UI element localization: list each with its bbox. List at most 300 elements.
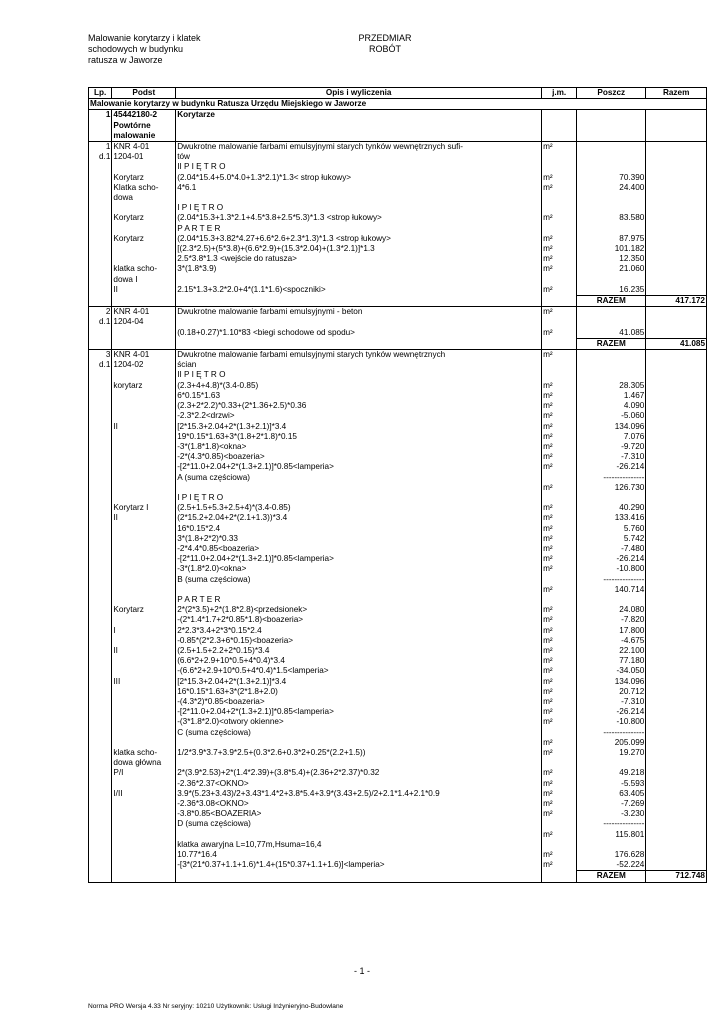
table-row [89, 728, 707, 738]
cell-jm [542, 131, 577, 142]
cell-jm [542, 162, 577, 172]
cell-opis: 4*6.1 [176, 183, 542, 193]
cell-podst: dowa główna [112, 758, 176, 768]
cell-lp [89, 224, 112, 234]
cell-razem [646, 738, 707, 748]
cell-podst [112, 328, 176, 338]
cell-poszcz: 20.712 [577, 687, 646, 697]
table-row [89, 677, 707, 687]
cell-podst [112, 534, 176, 544]
cell-opis: 3*(1.8*3.9) [176, 264, 542, 274]
header-left-line-2: schodowych w budynku [88, 44, 184, 54]
cell-podst [112, 452, 176, 462]
cell-lp [89, 636, 112, 646]
cell-jm: m² [542, 411, 577, 421]
cell-opis [176, 317, 542, 327]
cell-poszcz: 40.290 [577, 503, 646, 513]
cell-jm: m² [542, 513, 577, 523]
cell-poszcz: -26.214 [577, 462, 646, 472]
cell-jm: m² [542, 254, 577, 264]
cell-razem [646, 254, 707, 264]
cell-jm [542, 110, 577, 121]
cell-opis: II P I Ę T R O [176, 370, 542, 380]
table-row [89, 162, 707, 172]
col-header-razem: Razem [646, 88, 707, 99]
cell-podst [112, 411, 176, 421]
cell-opis: Dwukrotne malowanie farbami emulsyjnymi starych tynków wewnętrznych [176, 350, 542, 361]
cell-podst [112, 391, 176, 401]
cell-poszcz: -52.224 [577, 860, 646, 871]
cell-opis: (2.04*15.3+1.3*2.1+4.5*3.8+2.5*5.3)*1.3 <strop łukowy> [176, 213, 542, 223]
cell-opis: I P I Ę T R O [176, 493, 542, 503]
cell-lp [89, 193, 112, 203]
cell-poszcz: 24.080 [577, 605, 646, 615]
table-row [89, 285, 707, 296]
cell-poszcz [577, 493, 646, 503]
cell-opis: (2*15.2+2.04+2*(2.1+1.3))*3.4 [176, 513, 542, 523]
cell-opis: tów [176, 152, 542, 162]
cell-podst: II [112, 285, 176, 296]
cell-lp [89, 575, 112, 585]
cell-razem [646, 789, 707, 799]
cell-jm: m² [542, 503, 577, 513]
cell-razem [646, 213, 707, 223]
table-row [89, 595, 707, 605]
cell-opis: -0.85*(2*2.3+6*0.15)<boazeria> [176, 636, 542, 646]
table-row [89, 768, 707, 778]
cell-poszcz: -7.820 [577, 615, 646, 625]
cell-poszcz [577, 131, 646, 142]
table-row [89, 121, 707, 131]
cell-jm: m² [542, 564, 577, 574]
cell-poszcz: 87.975 [577, 234, 646, 244]
cell-podst: malowanie [112, 131, 176, 142]
cell-poszcz: 22.100 [577, 646, 646, 656]
cell-jm [542, 473, 577, 483]
cell-poszcz: 176.628 [577, 850, 646, 860]
cell-opis: 3*(1.8+2*2)*0.33 [176, 534, 542, 544]
cell-razem [646, 422, 707, 432]
cell-podst: III [112, 677, 176, 687]
cell-podst [112, 860, 176, 871]
table-row [89, 110, 707, 121]
cell-razem [646, 317, 707, 327]
cell-jm: m² [542, 554, 577, 564]
cell-jm [542, 871, 577, 882]
cell-poszcz: 12.350 [577, 254, 646, 264]
cell-poszcz [577, 307, 646, 318]
cell-lp [89, 401, 112, 411]
col-header-poszcz: Poszcz [577, 88, 646, 99]
cell-poszcz: -7.310 [577, 452, 646, 462]
cell-poszcz: --------------- [577, 819, 646, 829]
cell-razem: 41.085 [646, 338, 707, 349]
cell-podst: I/II [112, 789, 176, 799]
cell-podst: Korytarz [112, 234, 176, 244]
cell-poszcz [577, 193, 646, 203]
cell-lp [89, 564, 112, 574]
cell-poszcz: 77.180 [577, 656, 646, 666]
col-header-jm: j.m. [542, 88, 577, 99]
cell-razem [646, 483, 707, 493]
cell-poszcz: 134.096 [577, 677, 646, 687]
cell-poszcz [577, 275, 646, 285]
cell-razem [646, 513, 707, 523]
cell-opis: (2.5+1.5+5.3+2.5+4)*(3.4-0.85) [176, 503, 542, 513]
table-row [89, 473, 707, 483]
table-row [89, 317, 707, 327]
table-row [89, 401, 707, 411]
cell-podst [112, 544, 176, 554]
cell-poszcz: 17.800 [577, 626, 646, 636]
cell-razem [646, 391, 707, 401]
cell-podst [112, 473, 176, 483]
cell-opis [176, 871, 542, 882]
table-row [89, 819, 707, 829]
table-header-row [89, 88, 707, 99]
cell-podst [112, 483, 176, 493]
cell-podst [112, 524, 176, 534]
cell-opis: 10.77*16.4 [176, 850, 542, 860]
cell-podst [112, 830, 176, 840]
cell-opis: -[3*(21*0.37+1.1+1.6)*1.4+(15*0.37+1.1+1.6)]<lamperia> [176, 860, 542, 871]
cell-opis: (0.18+0.27)*1.10*83 <biegi schodowe od spodu> [176, 328, 542, 338]
cell-razem [646, 666, 707, 676]
cell-razem [646, 564, 707, 574]
cell-jm: m² [542, 656, 577, 666]
cell-razem [646, 370, 707, 380]
cell-podst [112, 717, 176, 727]
cell-razem [646, 275, 707, 285]
cell-lp [89, 789, 112, 799]
cell-jm: m² [542, 234, 577, 244]
table-row [89, 152, 707, 162]
cell-jm: m² [542, 738, 577, 748]
cell-poszcz: -7.269 [577, 799, 646, 809]
cell-poszcz: 83.580 [577, 213, 646, 223]
cell-podst: II [112, 646, 176, 656]
table-row [89, 575, 707, 585]
cell-razem [646, 432, 707, 442]
cell-podst [112, 254, 176, 264]
cell-razem [646, 534, 707, 544]
cell-opis: -2*4.4*0.85<boazeria> [176, 544, 542, 554]
cell-poszcz [577, 224, 646, 234]
cell-razem [646, 350, 707, 361]
cell-jm: m² [542, 442, 577, 452]
table-row [89, 615, 707, 625]
cell-opis [176, 738, 542, 748]
cell-lp [89, 646, 112, 656]
cell-podst [112, 554, 176, 564]
cell-opis [176, 585, 542, 595]
cell-opis: (2.3+4+4.8)*(3.4-0.85) [176, 381, 542, 391]
cell-podst [112, 442, 176, 452]
table-row [89, 411, 707, 421]
cell-jm: m² [542, 524, 577, 534]
cell-lp [89, 328, 112, 338]
cell-lp [89, 585, 112, 595]
cell-poszcz: 7.076 [577, 432, 646, 442]
cell-opis: 1/2*3.9*3.7+3.9*2.5+(0.3*2.6+0.3*2+0.25*(2.2+1.5)) [176, 748, 542, 758]
cell-lp [89, 391, 112, 401]
cell-razem [646, 717, 707, 727]
table-row [89, 244, 707, 254]
cell-razem [646, 493, 707, 503]
cell-razem [646, 615, 707, 625]
cell-razem [646, 462, 707, 472]
table-row [89, 432, 707, 442]
cell-lp [89, 687, 112, 697]
cell-poszcz [577, 370, 646, 380]
cell-opis: -(6.6*2+2.9+10*0.5+4*0.4)*1.5<lamperia> [176, 666, 542, 676]
cell-jm [542, 121, 577, 131]
table-row [89, 173, 707, 183]
cell-opis: [(2.3*2.5)+(5*3.8)+(6.6*2.9)+(15.3*2.04)+(1.3*2.1)]*1.3 [176, 244, 542, 254]
cell-lp [89, 830, 112, 840]
cell-razem [646, 193, 707, 203]
cell-opis: -[2*11.0+2.04+2*(1.3+2.1)]*0.85<lamperia> [176, 707, 542, 717]
cell-lp [89, 483, 112, 493]
cell-jm: m² [542, 462, 577, 472]
cell-jm: m² [542, 401, 577, 411]
cell-poszcz: --------------- [577, 473, 646, 483]
table-row [89, 789, 707, 799]
cell-razem [646, 605, 707, 615]
header-left-line-1: Malowanie korytarzy i klatek [88, 33, 201, 43]
table-row [89, 585, 707, 595]
col-header-opis: Opis i wyliczenia [176, 88, 542, 99]
cell-razem [646, 131, 707, 142]
table-row [89, 697, 707, 707]
cell-lp [89, 503, 112, 513]
cell-lp [89, 493, 112, 503]
table-row [89, 422, 707, 432]
cell-opis: (2.5+1.5+2.2+2*0.15)*3.4 [176, 646, 542, 656]
cell-jm: m² [542, 381, 577, 391]
cell-opis: -2.36*3.08<OKNO> [176, 799, 542, 809]
cell-jm [542, 193, 577, 203]
cell-podst: korytarz [112, 381, 176, 391]
cell-jm: m² [542, 809, 577, 819]
cell-opis: 6*0.15*1.63 [176, 391, 542, 401]
cell-poszcz [577, 142, 646, 153]
cell-lp [89, 173, 112, 183]
cell-lp [89, 677, 112, 687]
table-row [89, 860, 707, 871]
cell-jm: m² [542, 605, 577, 615]
cell-opis: C (suma częściowa) [176, 728, 542, 738]
cell-jm [542, 360, 577, 370]
cell-razem [646, 799, 707, 809]
cell-opis [176, 275, 542, 285]
cell-podst: II [112, 513, 176, 523]
cell-razem: 417.172 [646, 296, 707, 307]
cell-jm: m² [542, 768, 577, 778]
cell-opis: -[2*11.0+2.04+2*(1.3+2.1)]*0.85<lamperia> [176, 462, 542, 472]
cell-razem [646, 524, 707, 534]
cell-podst [112, 687, 176, 697]
cell-podst [112, 244, 176, 254]
cell-opis: II P I Ę T R O [176, 162, 542, 172]
table-row [89, 391, 707, 401]
cell-jm: m² [542, 677, 577, 687]
cell-razem [646, 360, 707, 370]
cell-razem [646, 264, 707, 274]
cell-lp [89, 544, 112, 554]
table-row [89, 462, 707, 472]
cell-jm: m² [542, 789, 577, 799]
cell-poszcz: 205.099 [577, 738, 646, 748]
cell-lp [89, 799, 112, 809]
cell-lp [89, 462, 112, 472]
cell-podst: Korytarz [112, 173, 176, 183]
cell-podst [112, 840, 176, 850]
cell-lp [89, 234, 112, 244]
cell-razem [646, 401, 707, 411]
cell-opis: P A R T E R [176, 224, 542, 234]
cell-lp [89, 370, 112, 380]
cell-jm: m² [542, 860, 577, 871]
cell-lp [89, 656, 112, 666]
cell-lp [89, 452, 112, 462]
cell-poszcz: -3.230 [577, 809, 646, 819]
cell-lp [89, 758, 112, 768]
cell-lp [89, 860, 112, 871]
cell-podst [112, 595, 176, 605]
cell-lp [89, 254, 112, 264]
table-row [89, 748, 707, 758]
cell-razem [646, 452, 707, 462]
table-row [89, 564, 707, 574]
cell-razem [646, 646, 707, 656]
cell-podst [112, 296, 176, 307]
cell-razem [646, 850, 707, 860]
table-row [89, 193, 707, 203]
cell-jm: m² [542, 432, 577, 442]
cell-poszcz [577, 203, 646, 213]
cell-lp [89, 768, 112, 778]
cell-lp [89, 275, 112, 285]
col-header-podst: Podst [112, 88, 176, 99]
table-row [89, 779, 707, 789]
section-row [89, 99, 707, 110]
cell-opis [176, 758, 542, 768]
table-row [89, 275, 707, 285]
cell-poszcz [577, 152, 646, 162]
cell-lp: 1 [89, 110, 112, 121]
cell-lp: d.1 [89, 360, 112, 370]
cell-podst: Korytarz [112, 213, 176, 223]
cell-opis: B (suma częściowa) [176, 575, 542, 585]
cell-poszcz [577, 121, 646, 131]
cell-jm: m² [542, 285, 577, 296]
cell-jm: m² [542, 615, 577, 625]
cell-jm: m² [542, 173, 577, 183]
cell-jm [542, 275, 577, 285]
cell-jm: m² [542, 717, 577, 727]
cell-poszcz: RAZEM [577, 338, 646, 349]
cell-razem [646, 544, 707, 554]
cell-opis [176, 483, 542, 493]
cell-lp [89, 605, 112, 615]
table-row [89, 224, 707, 234]
cell-jm: m² [542, 244, 577, 254]
cell-poszcz: 115.801 [577, 830, 646, 840]
cell-razem [646, 381, 707, 391]
cell-poszcz: 5.760 [577, 524, 646, 534]
cell-opis: [2*15.3+2.04+2*(1.3+2.1)]*3.4 [176, 677, 542, 687]
cell-poszcz: -7.480 [577, 544, 646, 554]
cell-razem [646, 860, 707, 871]
cell-poszcz: 24.400 [577, 183, 646, 193]
cell-razem [646, 768, 707, 778]
cell-opis [176, 338, 542, 349]
cell-razem [646, 285, 707, 296]
cell-podst [112, 799, 176, 809]
cell-opis: Korytarze [176, 110, 542, 121]
cell-jm [542, 595, 577, 605]
cell-opis: -(3*1.8*2.0)<otwory okienne> [176, 717, 542, 727]
table-row [89, 717, 707, 727]
cell-poszcz: 5.742 [577, 534, 646, 544]
cell-razem [646, 142, 707, 153]
cell-jm [542, 493, 577, 503]
cell-opis: -2.3*2.2<drzwi> [176, 411, 542, 421]
header-left-line-3: ratusza w Jaworze [88, 55, 163, 65]
cell-razem [646, 830, 707, 840]
cell-jm [542, 224, 577, 234]
cell-jm: m² [542, 646, 577, 656]
cell-razem [646, 162, 707, 172]
cell-lp [89, 840, 112, 850]
cell-poszcz: -10.800 [577, 564, 646, 574]
cell-jm: m² [542, 350, 577, 361]
table-row [89, 483, 707, 493]
table-row [89, 370, 707, 380]
cell-lp [89, 285, 112, 296]
cell-podst: 1204-04 [112, 317, 176, 327]
cell-opis: 2.5*3.8*1.3 <wejście do ratusza> [176, 254, 542, 264]
cell-razem [646, 707, 707, 717]
table-row [89, 707, 707, 717]
cell-podst: 1204-02 [112, 360, 176, 370]
cell-podst: I [112, 626, 176, 636]
cell-poszcz: 19.270 [577, 748, 646, 758]
cell-lp [89, 131, 112, 142]
cell-poszcz: 49.218 [577, 768, 646, 778]
cell-jm: m² [542, 534, 577, 544]
cell-opis [176, 121, 542, 131]
cell-razem [646, 728, 707, 738]
cell-opis: -3*(1.8*1.8)<okna> [176, 442, 542, 452]
cell-jm: m² [542, 707, 577, 717]
cell-razem: 712.748 [646, 871, 707, 882]
cell-podst: dowa I [112, 275, 176, 285]
table-row [89, 656, 707, 666]
table-row [89, 493, 707, 503]
cell-razem [646, 687, 707, 697]
cell-podst [112, 462, 176, 472]
cell-poszcz: 134.096 [577, 422, 646, 432]
cell-podst: 45442180-2 [112, 110, 176, 121]
cell-razem [646, 636, 707, 646]
cell-razem [646, 110, 707, 121]
cell-lp [89, 809, 112, 819]
table-row [89, 503, 707, 513]
table-row [89, 131, 707, 142]
cell-podst [112, 575, 176, 585]
